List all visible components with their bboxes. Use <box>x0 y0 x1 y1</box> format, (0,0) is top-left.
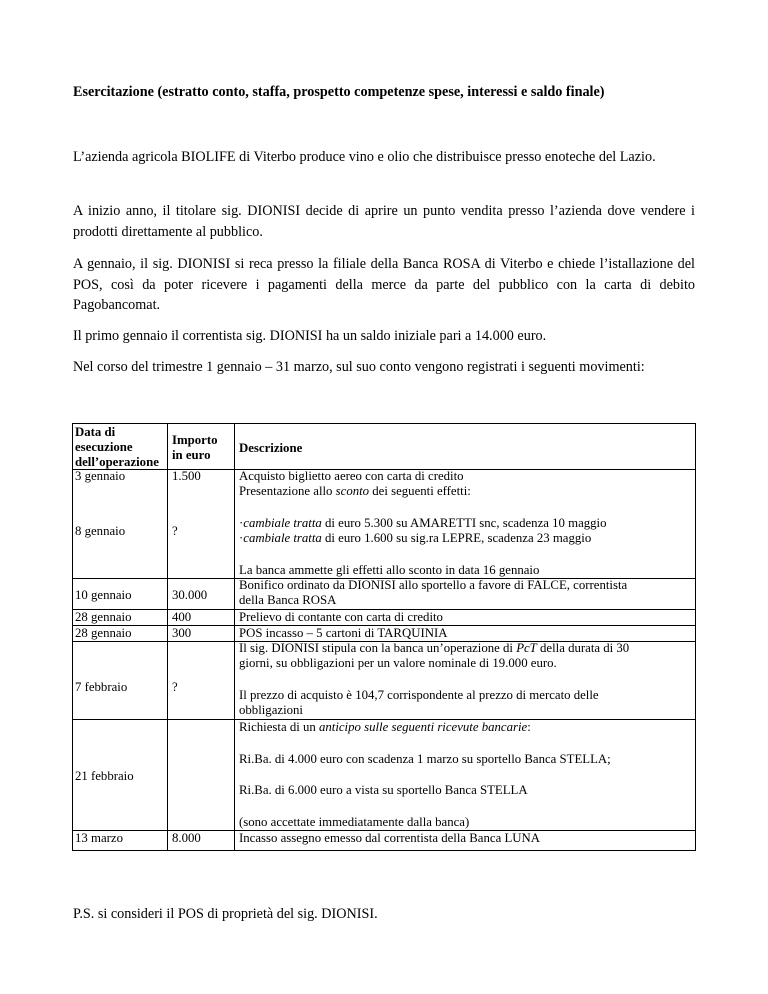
col-separator <box>167 424 168 850</box>
row-amount: 30.000 <box>172 588 208 602</box>
row-date: 3 gennaio <box>75 469 126 483</box>
riba-item: Ri.Ba. di 6.000 euro a vista su sportello Banca STELLA <box>239 783 528 797</box>
row-amount: 8.000 <box>172 831 201 845</box>
row-note: La banca ammette gli effetti allo sconto in data 16 gennaio <box>239 563 540 577</box>
row-description: POS incasso – 5 cartoni di TARQUINIA <box>239 626 448 640</box>
row-description: Presentazione allo sconto dei seguenti effetti: <box>239 484 471 498</box>
row-description: Incasso assegno emesso dal correntista della Banca LUNA <box>239 831 540 845</box>
paragraph-shop: A inizio anno, il titolare sig. DIONISI decide di aprire un punto vendita presso l’azienda dove vendere i prodotti direttamente al pubblico. <box>73 203 695 240</box>
bill-item: ·cambiale tratta di euro 5.300 su AMARETTI snc, scadenza 10 maggio <box>239 516 607 530</box>
row-note: (sono accettate immediatamente dalla banca) <box>239 815 470 829</box>
row-date: 10 gennaio <box>75 588 132 602</box>
row-description: Bonifico ordinato da DIONISI allo sportello a favore di FALCE, correntista della Banca ROSA <box>239 578 628 608</box>
row-description: Acquisto biglietto aereo con carta di credito <box>239 469 464 483</box>
postscript-note: P.S. si consideri il POS di proprietà del sig. DIONISI. <box>73 906 378 922</box>
row-amount: 300 <box>172 626 192 640</box>
movements-table <box>72 423 696 851</box>
row-date: 28 gennaio <box>75 610 132 624</box>
row-date: 13 marzo <box>75 831 123 845</box>
row-date: 7 febbraio <box>75 680 128 694</box>
paragraph-intro: L’azienda agricola BIOLIFE di Viterbo produce vino e olio che distribuisce presso enoteche del Lazio. <box>73 149 656 165</box>
row-date: 28 gennaio <box>75 626 132 640</box>
row-date: 21 febbraio <box>75 769 134 783</box>
paragraph-initial-balance: Il primo gennaio il correntista sig. DIONISI ha un saldo iniziale pari a 14.000 euro. <box>73 328 547 344</box>
header-date: Data di esecuzione dell’operazione <box>75 425 159 470</box>
bill-item: ·cambiale tratta di euro 1.600 su sig.ra LEPRE, scadenza 23 maggio <box>239 531 592 545</box>
row-date: 8 gennaio <box>75 524 126 538</box>
header-description: Descrizione <box>239 441 303 455</box>
row-amount: ? <box>172 680 178 694</box>
row-amount: 400 <box>172 610 192 624</box>
row-description: Richiesta di un anticipo sulle seguenti ricevute bancarie: <box>239 720 531 734</box>
paragraph-pos: A gennaio, il sig. DIONISI si reca presso la filiale della Banca ROSA di Viterbo e chiede l’istallazione del POS, così da poter ricevere i pagamenti della merce da parte del pubblico con la carta di debito Pagobancomat. <box>73 256 695 313</box>
row-description-cont: giorni, su obbligazioni per un valore nominale di 19.000 euro. <box>239 656 557 670</box>
row-description-cont: Il prezzo di acquisto è 104,7 corrispondente al prezzo di mercato delle obbligazioni <box>239 688 599 718</box>
row-amount: ? <box>172 524 178 538</box>
exercise-title: Esercitazione (estratto conto, staffa, prospetto competenze spese, interessi e saldo finale) <box>73 84 605 100</box>
row-amount: 1.500 <box>172 469 201 483</box>
header-amount: Importo in euro <box>172 433 218 463</box>
col-separator <box>234 424 235 850</box>
row-description: Prelievo di contante con carta di credito <box>239 610 443 624</box>
row-description: Il sig. DIONISI stipula con la banca un’operazione di PcT della durata di 30 <box>239 641 630 655</box>
paragraph-movements-intro: Nel corso del trimestre 1 gennaio – 31 marzo, sul suo conto vengono registrati i seguenti movimenti: <box>73 359 645 375</box>
riba-item: Ri.Ba. di 4.000 euro con scadenza 1 marzo su sportello Banca STELLA; <box>239 752 611 766</box>
